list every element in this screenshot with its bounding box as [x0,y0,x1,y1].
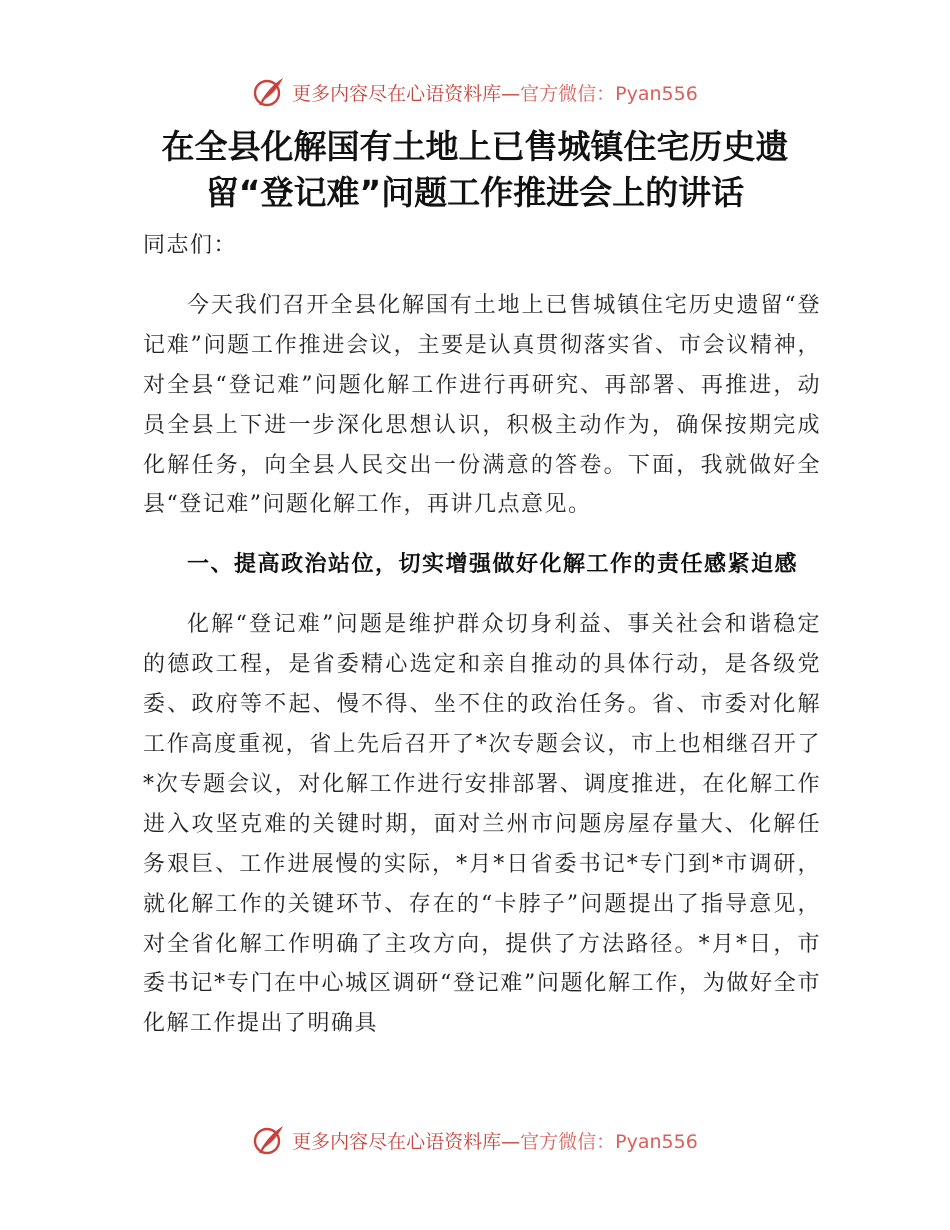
banner-wechat: 官方微信：Pyan556 [520,1130,698,1153]
document-title [100,124,850,216]
footer-banner [0,1120,950,1160]
paragraph: 化解“登记难”问题是维护群众切身利益、事关社会和谐稳定的德政工程，是省委精心选定和亲自推动的具体行动，是各级党委、政府等不起、慢不得、坐不住的政治任务。省、市委对化解工作高度重视，省上先后召开了*次专题会议，市上也相继召开了*次专题会议，对化解工作进行安排部署、调度推进，在化解工作进入攻坚克难的关键时期，面对兰州市问题房屋存量大、化解任务艰巨、工作进展慢的实际，*月*日省委书记*专门到*市调研，就化解工作的关键环节、存在的“卡脖子”问题提出了指导意见，对全省化解工作明确了主攻方向，提供了方法路径。*月*日，市委书记*专门在中心城区调研“登记难”问题化解工作，为做好全市化解工作提出了明确具 [143,612,821,1037]
title-line-2: 留“登记难”问题工作推进会上的讲话 [205,173,745,212]
title-line-1: 在全县化解国有土地上已售城镇住宅历史遗 [161,127,789,166]
feather-quill-circle-icon [252,75,286,109]
salutation: 同志们： [143,233,238,258]
banner-text: 更多内容尽在心语资料库 [292,1130,502,1153]
banner-wechat: 官方微信：Pyan556 [520,82,698,105]
paragraph: 今天我们召开全县化解国有土地上已售城镇住宅历史遗留“登记难”问题工作推进会议，主要是认真贯彻落实省、市会议精神，对全县“登记难”问题化解工作进行再研究、再部署、再推进，动员全县上下进一步深化思想认识，积极主动作为，确保按期完成化解任务，向全县人民交出一份满意的答卷。下面，我就做好全县“登记难”问题化解工作，再讲几点意见。 [143,292,821,518]
section-heading: 一、提高政治站位，切实增强做好化解工作的责任感紧迫感 [187,552,799,578]
banner-dash: — [501,1130,521,1153]
document-body [143,226,821,1044]
header-banner [0,72,950,112]
banner-dash: — [501,82,521,105]
feather-quill-circle-icon [252,1123,286,1157]
banner-text: 更多内容尽在心语资料库 [292,82,502,105]
